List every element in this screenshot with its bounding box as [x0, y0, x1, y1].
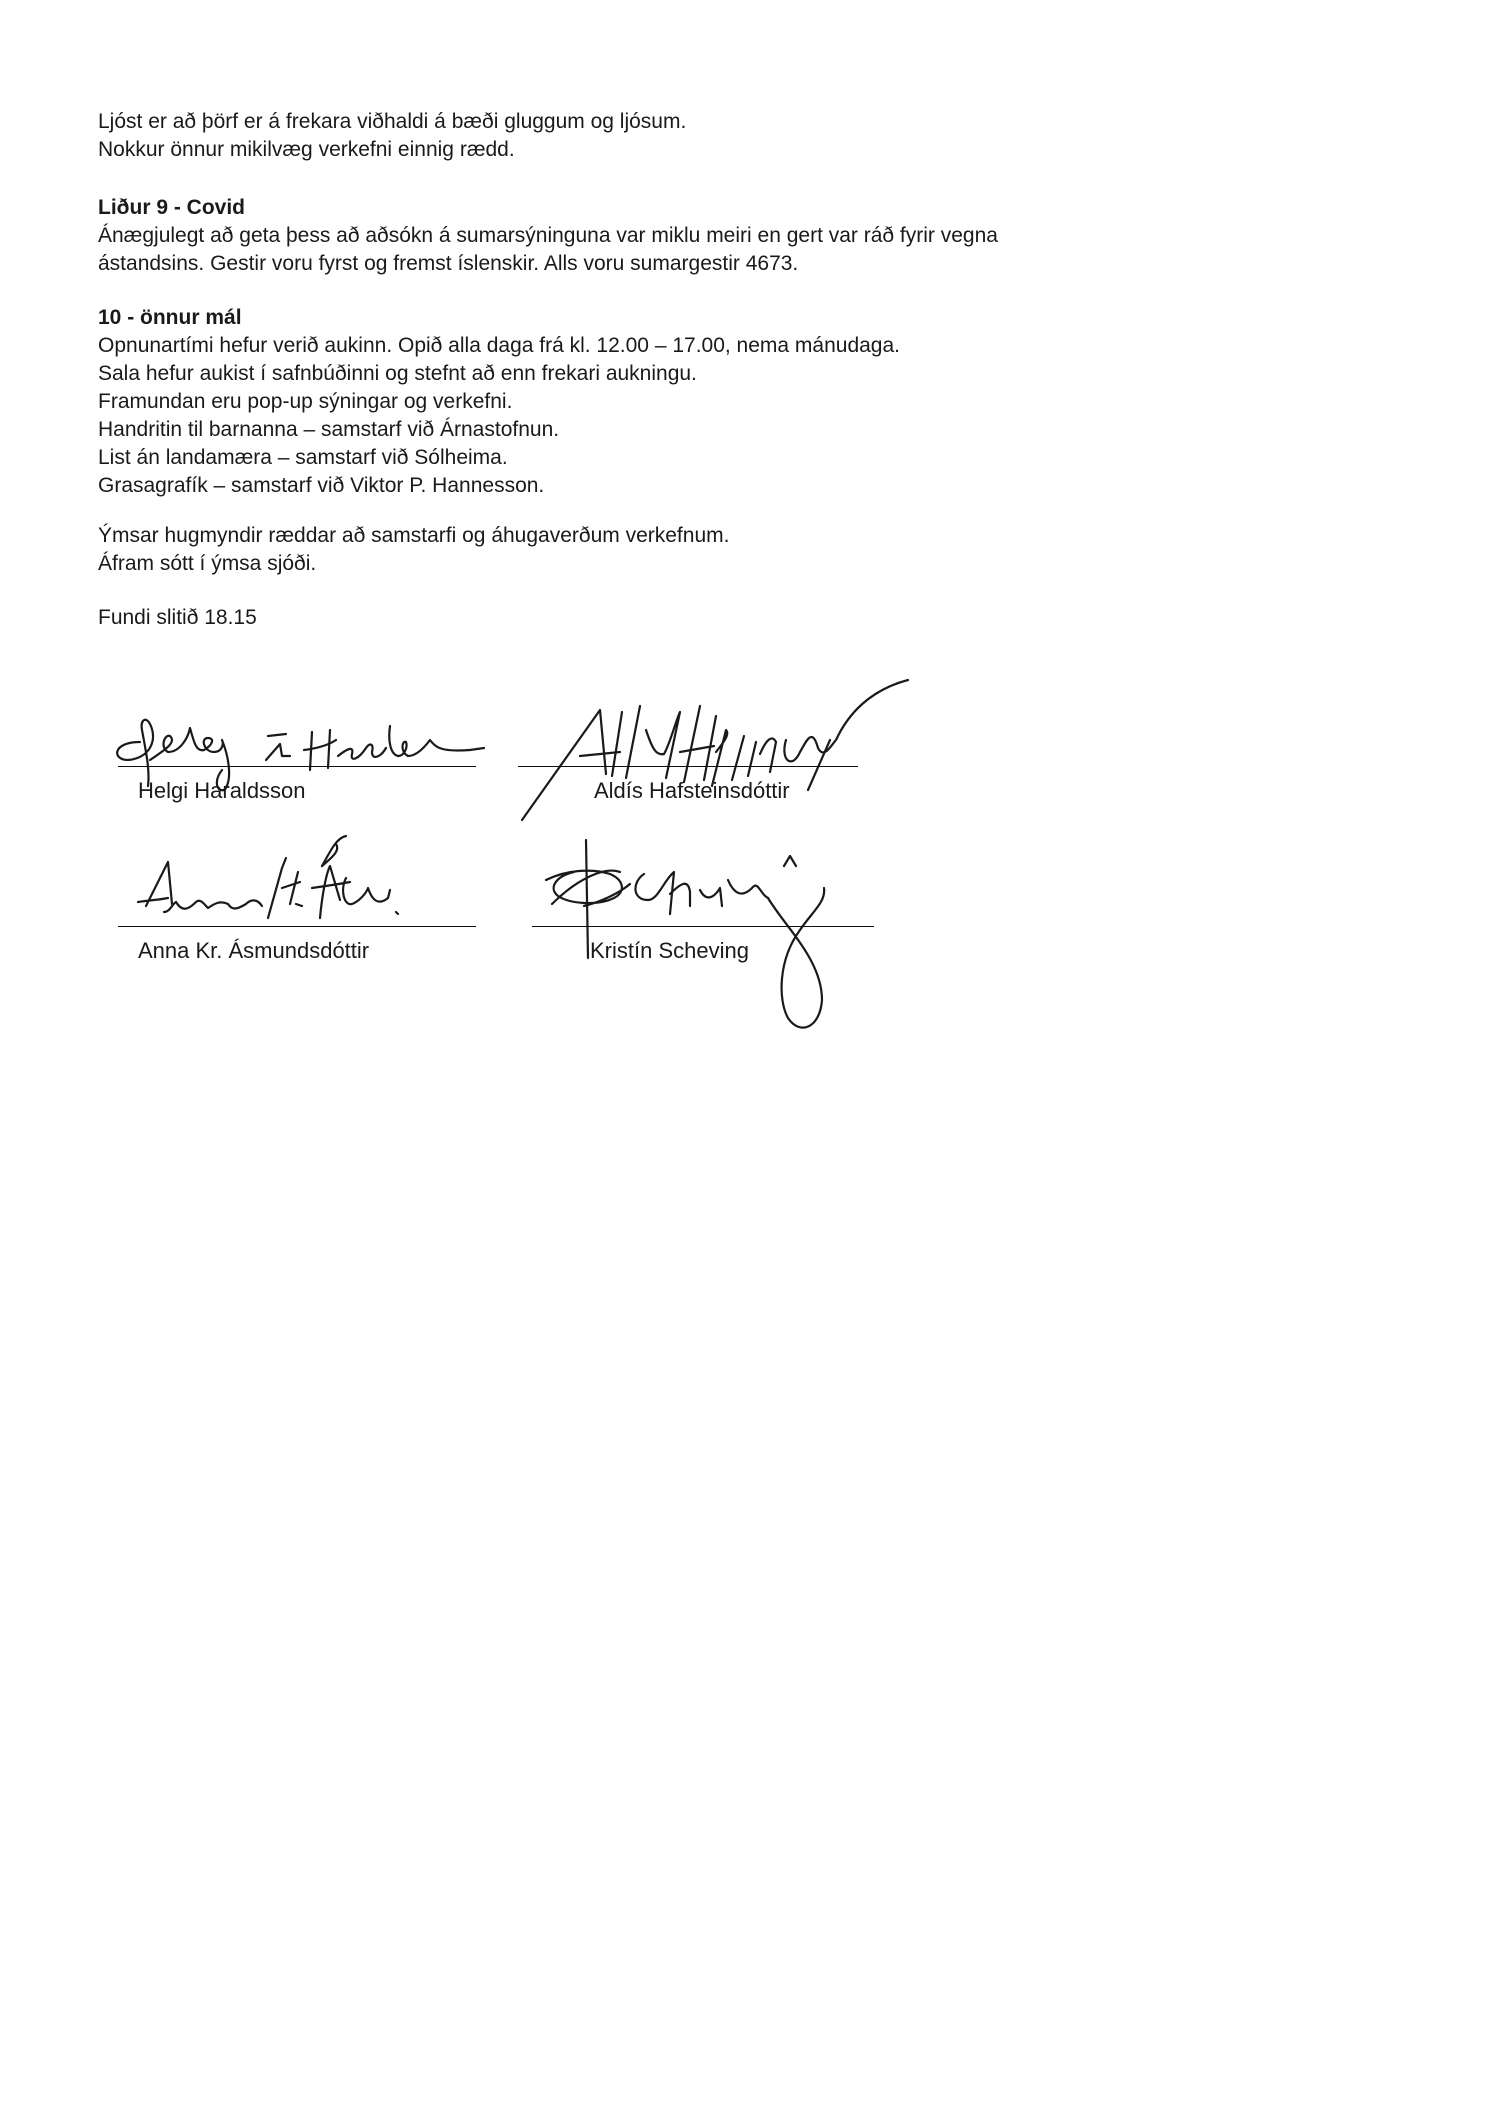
item-10-line: Opnunartími hefur verið aukinn. Opið alla daga frá kl. 12.00 – 17.00, nema mánudaga.: [98, 334, 900, 357]
item-10-line: Framundan eru pop-up sýningar og verkefni.: [98, 390, 513, 413]
item-10-heading: 10 - önnur mál: [98, 306, 242, 329]
signatory-name: Aldís Hafsteinsdóttir: [594, 778, 790, 803]
adjourned-text: Fundi slitið 18.15: [98, 606, 257, 629]
signatory-name: Kristín Scheving: [590, 938, 749, 963]
signatory-name: Helgi Haraldsson: [138, 778, 306, 803]
item-10-line: Grasagrafík – samstarf við Viktor P. Hannesson.: [98, 474, 545, 497]
intro-line-1: Ljóst er að þörf er á frekara viðhaldi á bæði gluggum og ljósum.: [98, 110, 687, 133]
item-10-line: List án landamæra – samstarf við Sólheima.: [98, 446, 508, 469]
item-9-heading: Liður 9 - Covid: [98, 196, 245, 219]
item-9-line-1: Ánægjulegt að geta þess að aðsókn á sumarsýninguna var miklu meiri en gert var ráð fyrir vegna: [98, 224, 998, 247]
signature-line: [532, 926, 874, 927]
closing-line-2: Áfram sótt í ýmsa sjóði.: [98, 552, 317, 575]
signatory-name: Anna Kr. Ásmundsdóttir: [138, 938, 370, 963]
item-10-line: Handritin til barnanna – samstarf við Árnastofnun.: [98, 418, 560, 441]
intro-line-2: Nokkur önnur mikilvæg verkefni einnig rædd.: [98, 138, 515, 161]
closing-line-1: Ýmsar hugmyndir ræddar að samstarfi og áhugaverðum verkefnum.: [98, 524, 730, 547]
item-9-line-2: ástandsins. Gestir voru fyrst og fremst íslenskir. Alls voru sumargestir 4673.: [98, 252, 799, 275]
item-10-line: Sala hefur aukist í safnbúðinni og stefnt að enn frekari aukningu.: [98, 362, 697, 385]
